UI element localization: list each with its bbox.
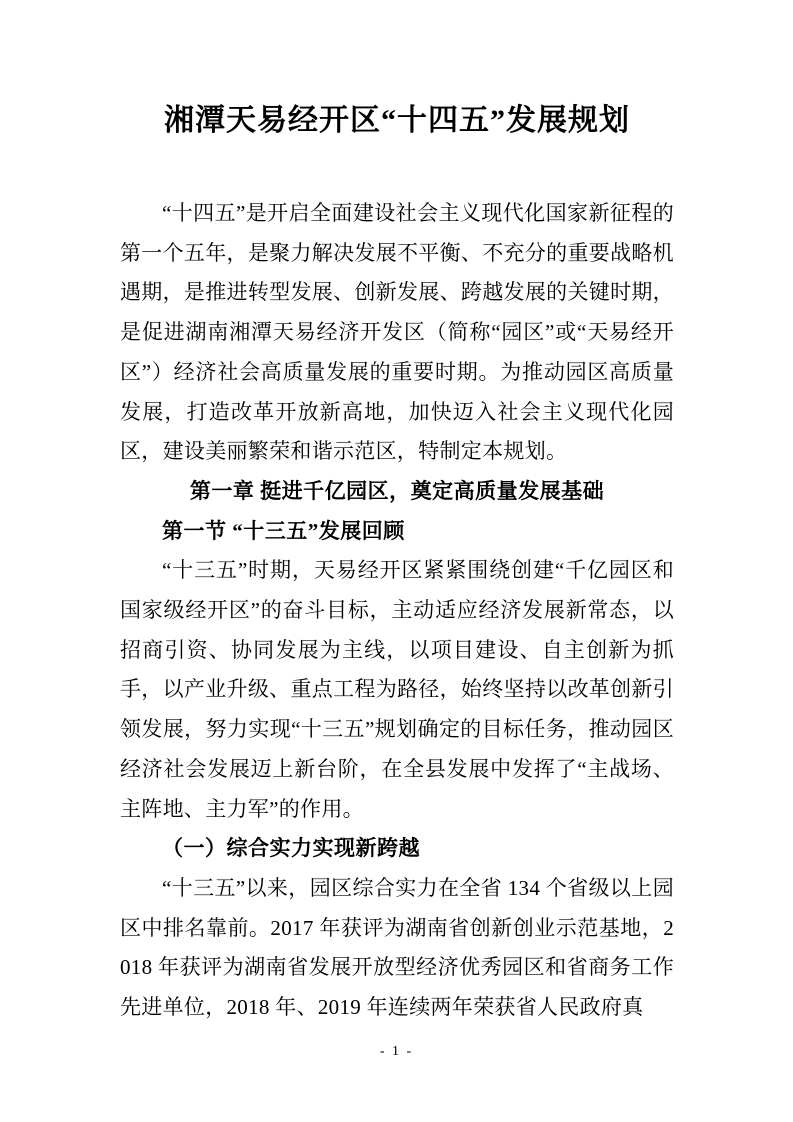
document-content: [120, 100, 674, 1028]
document-title: 湘潭天易经开区“十四五”发展规划: [164, 104, 630, 137]
paragraph-thirteenth-five-review: “十三五”时期，天易经开区紧紧围绕创建“千亿园区和国家级经开区”的奋斗目标，主动适应经济发展新常态，以招商引资、协同发展为主线，以项目建设、自主创新为抓手，以产业升级、重点工程为路径，始终坚持以改革创新引领发展，努力实现“十三五”规划确定的目标任务，推动园区经济社会发展迈上新台阶，在全县发展中发挥了“主战场、主阵地、主力军”的作用。: [120, 558, 674, 821]
chapter-1-heading: 第一章 挺进千亿园区，奠定高质量发展基础: [189, 478, 605, 503]
paragraph-comprehensive-strength: “十三五”以来，园区综合实力在全省 134 个省级以上园区中排名靠前。2017 年获评为湖南省创新创业示范基地，2018 年获评为湖南省发展开放型经济优秀园区和省商务工作先进单位，2018 年、2019 年连续两年荣获省人民政府真: [120, 875, 674, 1020]
section-1-heading: 第一节 “十三五”发展回顾: [162, 518, 405, 543]
subsection-1-heading: （一）综合实力实现新跨越: [162, 836, 420, 861]
page-number: - 1 -: [379, 1044, 414, 1059]
paragraph-intro: “十四五”是开启全面建设社会主义现代化国家新征程的第一个五年，是聚力解决发展不平衡、不充分的重要战略机遇期，是推进转型发展、创新发展、跨越发展的关键时期，是促进湖南湘潭天易经济开发区（简称“园区”或“天易经开区”）经济社会高质量发展的重要时期。为推动园区高质量发展，打造改革开放新高地，加快迈入社会主义现代化园区，建设美丽繁荣和谐示范区，特制定本规划。: [120, 201, 674, 464]
